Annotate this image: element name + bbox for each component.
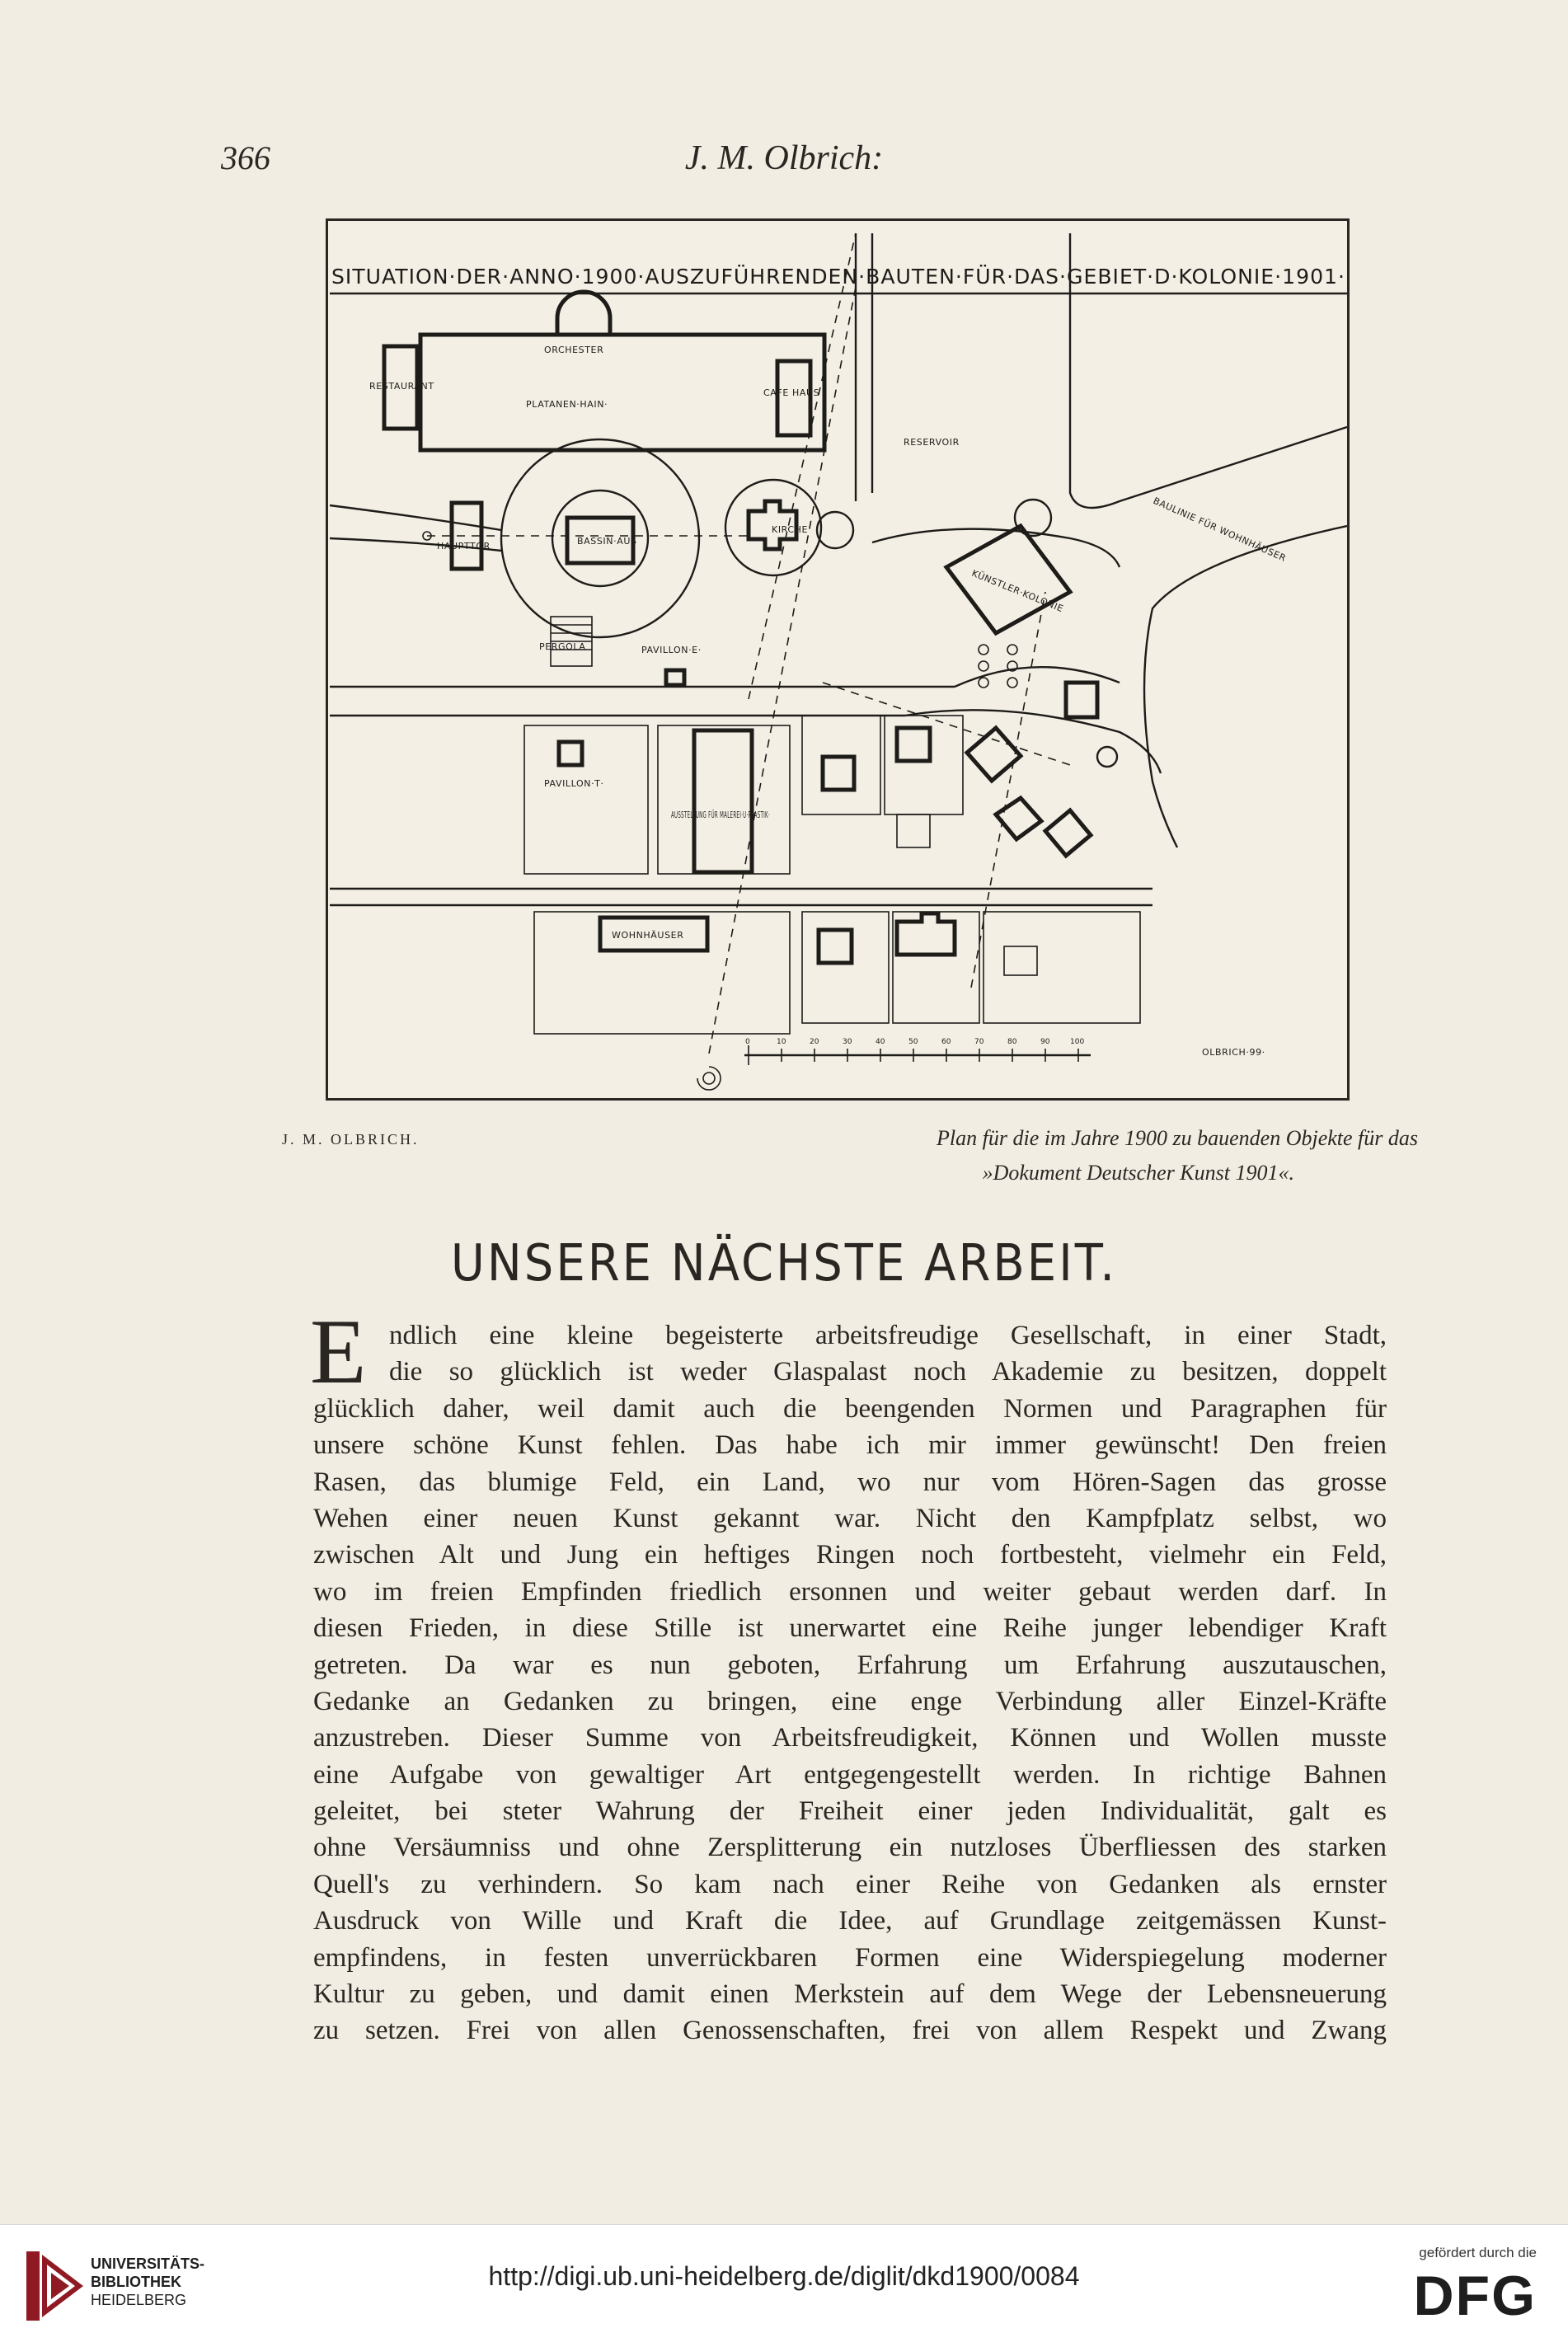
caption-line-1: Plan für die im Jahre 1900 zu bauenden Objekte für das — [937, 1126, 1418, 1150]
body-line: empfindens, in festen unverrückbaren Formen eine Widerspiegelung moderner — [313, 1942, 1387, 1973]
body-line: unsere schöne Kunst fehlen. Das habe ich mir immer gewünscht! Den freien — [313, 1430, 1387, 1461]
scale-label: 20 — [810, 1038, 819, 1046]
page-number: 366 — [221, 139, 270, 176]
library-name-line-1: UNIVERSITÄTS- — [91, 2255, 205, 2272]
body-line: zwischen Alt und Jung ein heftiges Ringen noch fortbesteht, vielmehr ein Feld, — [313, 1540, 1387, 1570]
body-line: diesen Frieden, in diese Stille ist unerwartet eine Reihe junger lebendiger Kraft — [313, 1613, 1387, 1644]
body-line: ndlich eine kleine begeisterte arbeitsfreudige Gesellschaft, in einer Stadt, — [389, 1321, 1387, 1350]
label-reservoir: RESERVOIR — [904, 437, 960, 448]
article-body — [310, 1301, 1387, 2049]
body-line: Gedanke an Gedanken zu bringen, eine enge Verbindung aller Einzel-Kräfte — [313, 1686, 1387, 1716]
scale-label: 80 — [1007, 1038, 1017, 1046]
scale-labels — [745, 1038, 1084, 1046]
house-6 — [1045, 810, 1091, 856]
label-platanen-hain: PLATANEN·HAIN· — [526, 399, 608, 410]
label-restaurant: RESTAURANT — [369, 381, 434, 392]
article-title: UNSERE NÄCHSTE ARBEIT. — [450, 1233, 1118, 1293]
house-7 — [819, 930, 852, 963]
site-plan-drawing — [328, 221, 1347, 1098]
label-baulinie: BAULINIE FÜR WOHNHÄUSER — [1151, 495, 1289, 565]
body-line: eine Aufgabe von gewaltiger Art entgegengestellt werden. In richtige Bahnen — [313, 1759, 1387, 1790]
pavillon-small-building — [666, 670, 684, 685]
funder-block[interactable] — [1372, 2245, 1537, 2327]
plan-signature: OLBRICH·99· — [1202, 1047, 1265, 1058]
permalink-url[interactable]: http://digi.ub.uni-heidelberg.de/diglit/dkd1900/0084 — [488, 2261, 1080, 2291]
scale-label: 50 — [908, 1038, 918, 1046]
body-line: ohne Versäumniss und ohne Zersplitterung ein nutzloses Überfliessen des starken — [313, 1833, 1387, 1863]
site-plan-figure — [326, 218, 1350, 1101]
library-name-line-2: BIBLIOTHEK — [91, 2274, 181, 2290]
viewer-footer-bar — [0, 2224, 1568, 2347]
body-line: Ausdruck von Wille und Kraft die Idee, auf Grundlage zeitgemässen Kunst- — [313, 1906, 1387, 1936]
label-pavillon-top: PAVILLON·E· — [641, 645, 702, 655]
house-4 — [1066, 683, 1097, 717]
running-head: J. M. Olbrich: — [684, 139, 884, 177]
house-8 — [897, 913, 955, 955]
body-line: Kultur zu geben, und damit einen Merkstein auf dem Wege der Lebensneuerung — [313, 1979, 1387, 2010]
label-cafe-haus: CAFE HAUS — [763, 387, 820, 398]
label-bassin: BASSIN·AUS — [577, 536, 637, 547]
pavillon-left-building — [559, 742, 582, 765]
ausstellung-building — [694, 730, 752, 872]
scale-label: 70 — [974, 1038, 984, 1046]
drop-cap: E — [310, 1301, 367, 1403]
label-kuenstler-kolonie: KÜNSTLER·KOLONIE — [969, 567, 1065, 615]
body-line: geleitet, bei steter Wahrung der Freiheit einer jeden Individualität, galt es — [313, 1796, 1387, 1827]
body-line: Quell's zu verhindern. So kam nach einer Reihe von Gedanken als ernster — [313, 1869, 1387, 1899]
label-ausstellung: AUSSTELLUNG FÜR MALEREI·U·PLASTIK· — [671, 810, 770, 820]
scale-label: 100 — [1070, 1038, 1085, 1046]
house-1 — [823, 757, 854, 790]
house-3 — [967, 728, 1021, 781]
funder-label: gefördert durch die — [1419, 2245, 1537, 2260]
library-name-line-3: HEIDELBERG — [91, 2292, 187, 2308]
scale-label: 40 — [876, 1038, 885, 1046]
label-orchester: ORCHESTER — [544, 345, 604, 355]
house-5 — [996, 798, 1041, 839]
scale-label: 30 — [843, 1038, 852, 1046]
scale-label: 90 — [1040, 1038, 1050, 1046]
body-line: wo im freien Empfinden friedlich ersonnen und weiter gebaut werden darf. In — [313, 1576, 1387, 1607]
body-line: Wehen einer neuen Kunst gekannt war. Nicht den Kampfplatz selbst, wo — [313, 1503, 1387, 1533]
scale-label: 10 — [777, 1038, 786, 1046]
caption-line-2: »Dokument Deutscher Kunst 1901«. — [982, 1161, 1294, 1185]
body-line: die so glücklich ist weder Glaspalast noch Akademie zu besitzen, doppelt — [389, 1357, 1387, 1387]
label-kirche: KIRCHE — [772, 524, 809, 535]
caption-author: J. M. OLBRICH. — [282, 1131, 420, 1148]
dfg-logo: DFG — [1413, 2265, 1537, 2327]
body-line: glücklich daher, weil damit auch die beengenden Normen und Paragraphen für — [313, 1393, 1387, 1424]
figure-caption — [676, 1121, 1418, 1190]
scale-label: 60 — [941, 1038, 951, 1046]
orchester-building — [557, 292, 610, 335]
house-2 — [897, 728, 930, 761]
body-line: Rasen, das blumige Feld, ein Land, wo nur vom Hören-Sagen das grosse — [313, 1467, 1387, 1497]
page-header — [0, 138, 1568, 188]
kuenstler-kolonie-building — [946, 526, 1070, 633]
label-wohnhaeuser: WOHNHÄUSER — [612, 930, 684, 941]
scale-label: 0 — [745, 1038, 750, 1046]
body-line: zu setzen. Frei von allen Genossenschaften, frei von allem Respekt und Zwang — [313, 2016, 1387, 2046]
plan-title: SITUATION·DER·ANNO·1900·AUSZUFÜHRENDEN·BAUTEN·FÜR·DAS·GEBIET·D·KOLONIE·1901· — [331, 265, 1345, 289]
label-haupttor: HAUPTTOR — [437, 541, 491, 552]
label-pergola: PERGOLA — [539, 641, 586, 652]
body-line: anzustreben. Dieser Summe von Arbeitsfreudigkeit, Können und Wollen musste — [313, 1723, 1387, 1753]
cafe-building — [777, 361, 810, 435]
label-pavillon-left: PAVILLON·T· — [544, 778, 604, 789]
body-line: getreten. Da war es nun geboten, Erfahrung um Erfahrung auszutauschen, — [313, 1650, 1387, 1680]
